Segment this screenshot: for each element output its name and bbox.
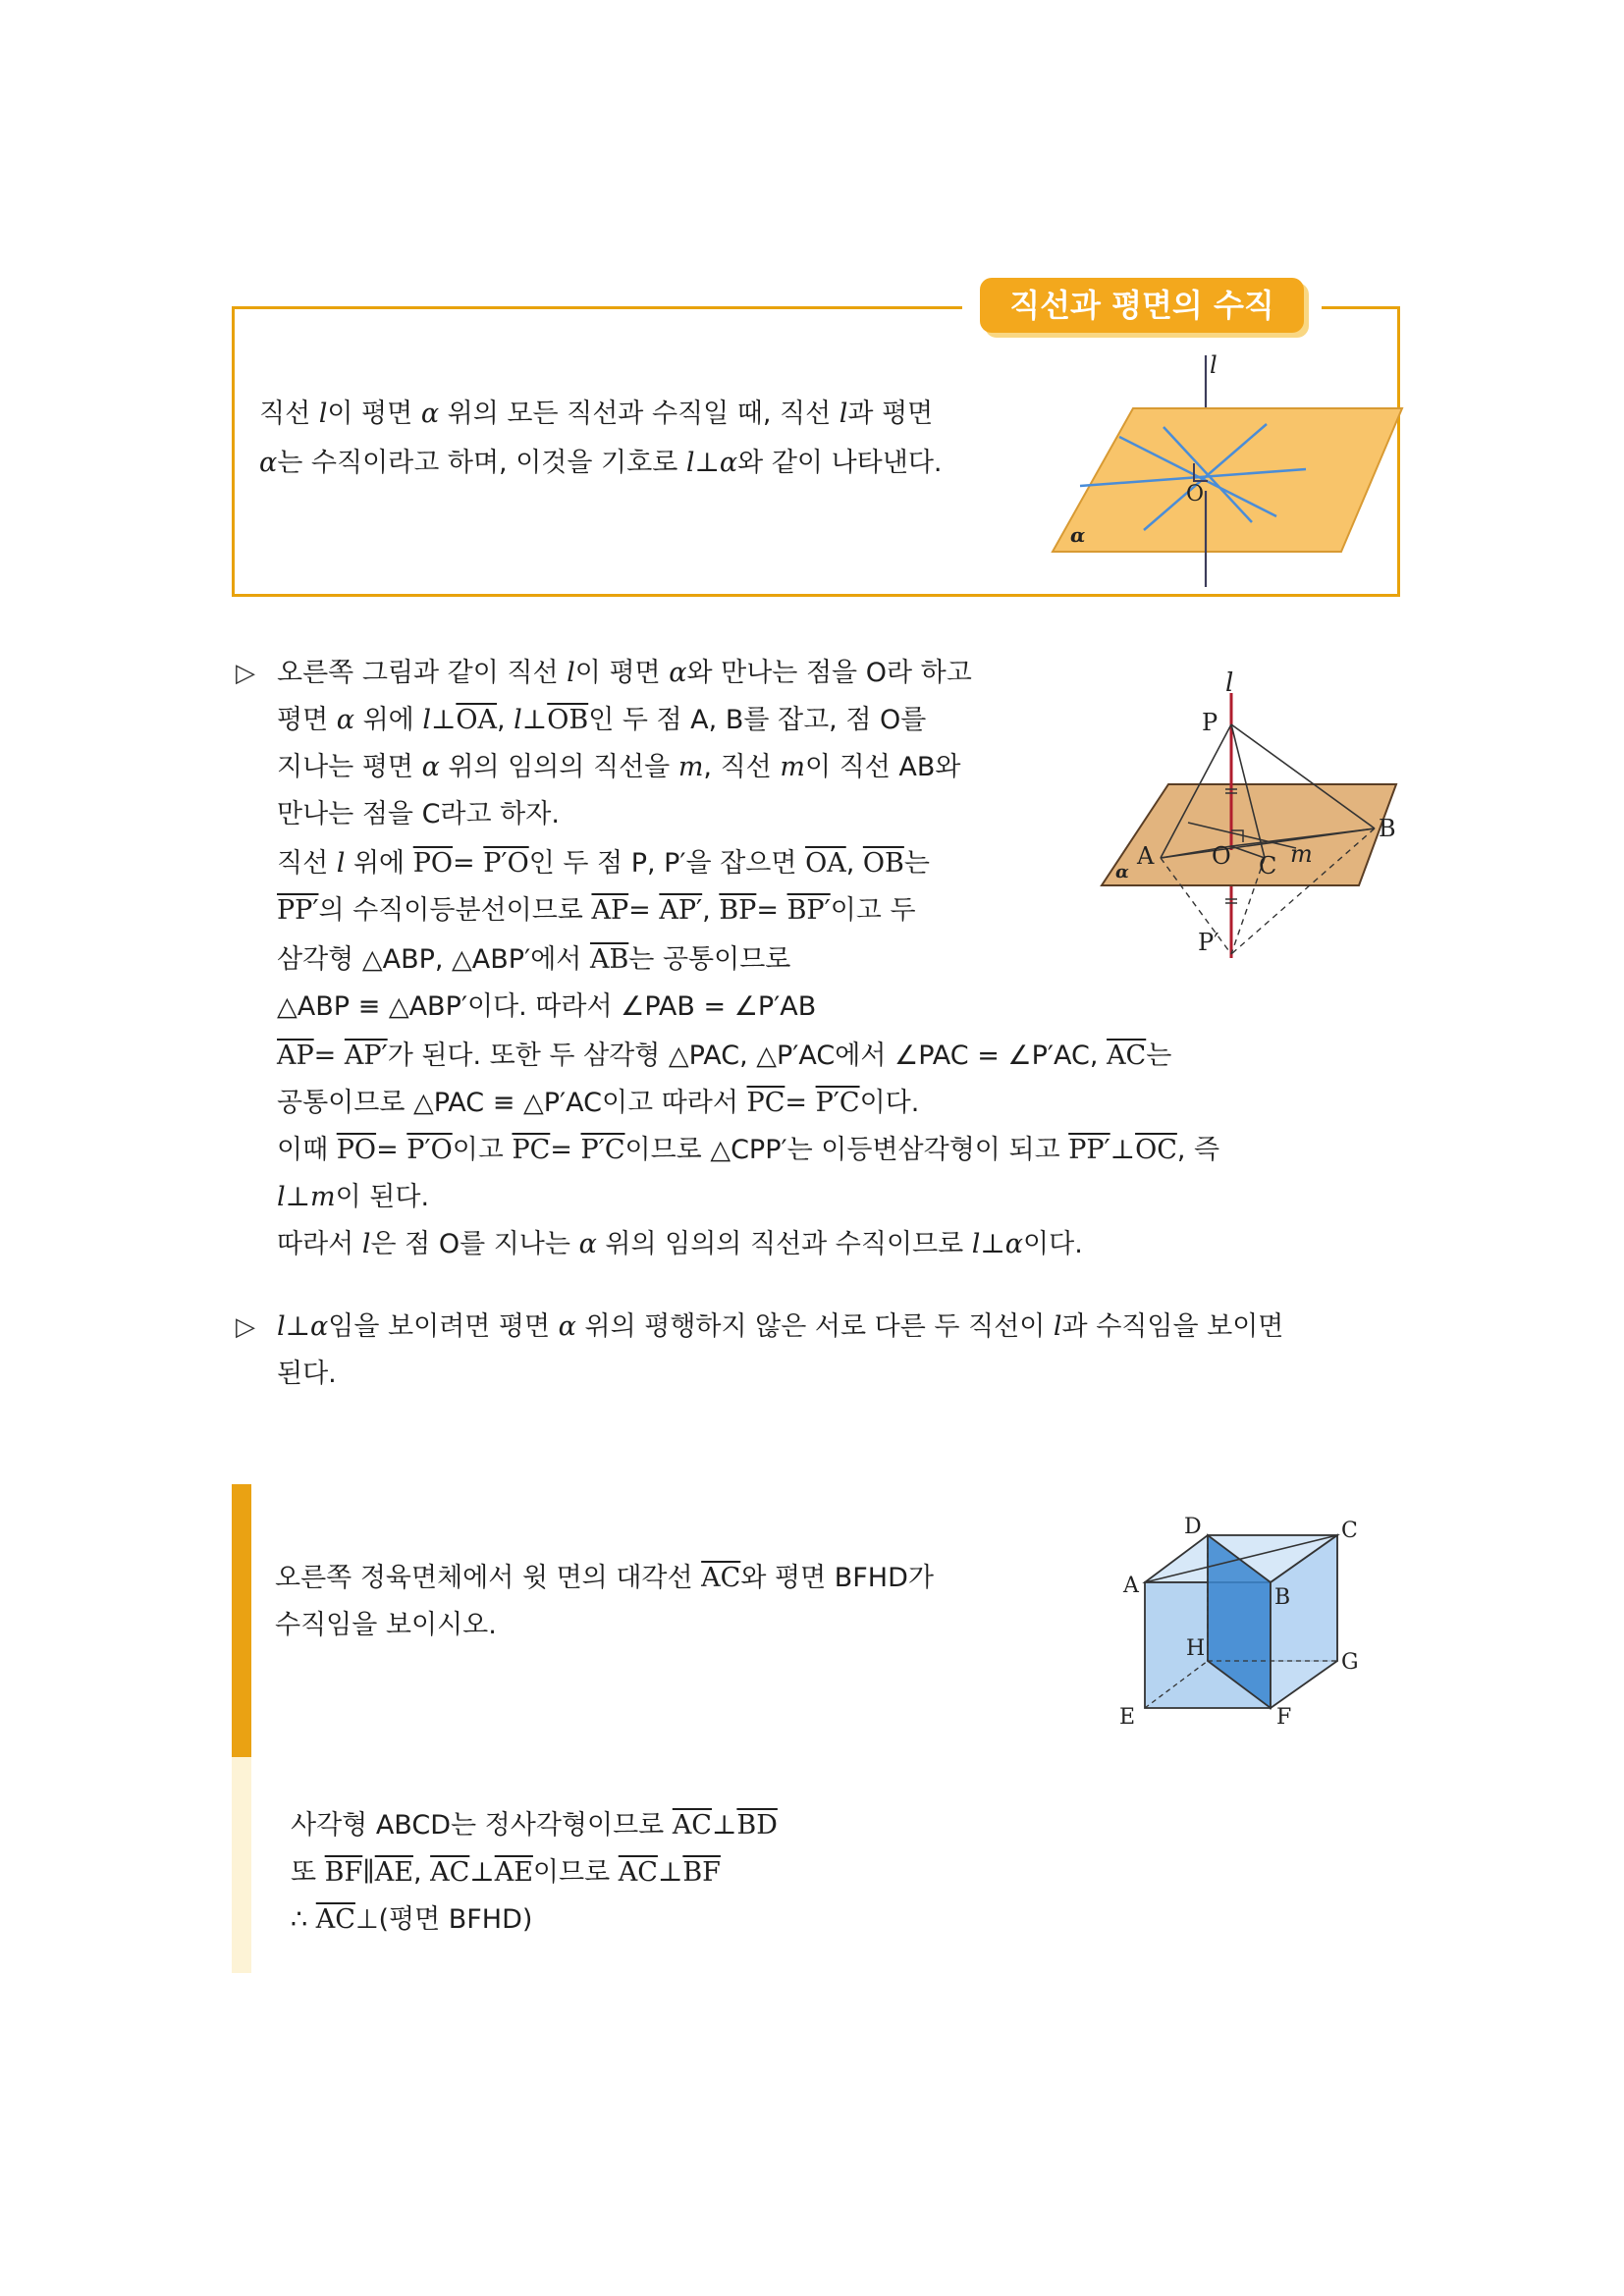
label-C: C xyxy=(1259,852,1277,880)
label-B: B xyxy=(1379,815,1396,842)
proof-line-9: $\overline{AP}= AP'$가 된다. 또한 두 삼각형 △PAC, △P′AC에서 ∠PAC = ∠P′AC, $\overline{AC}$는 xyxy=(277,1041,1172,1071)
proof-line-11: 이때 $\overline{PO}= P'O$이고 $\overline{PC}= P'C$이므로 △CPP′는 이등변삼각형이 되고 $PP'\perp\overline{OC}$, 즉 xyxy=(277,1135,1220,1165)
pyramid-figure xyxy=(1090,664,1414,968)
proof-line-3: 지나는 평면 α 위의 임의의 직선을 m, 직선 m이 직선 AB와 xyxy=(277,752,961,782)
example-question-2: 수직임을 보이시오. xyxy=(275,1610,497,1640)
label-l: l xyxy=(1210,351,1218,379)
label-alpha: α xyxy=(1115,862,1129,882)
proof-line-7: 삼각형 △ABP, △ABP′에서 $\overline{AB}$는 공통이므로 xyxy=(277,944,791,975)
title-gap xyxy=(962,302,980,310)
proof-line-5: 직선 l 위에 $\overline{PO}= P'O$인 두 점 P, P′을 잡으면 $\overline{OA}$, $\overline{OB}$는 xyxy=(277,848,930,879)
solution-line-3: ∴ $\overline{AC}\perp$(평면 BFHD) xyxy=(291,1904,533,1935)
title-gap xyxy=(1304,302,1322,310)
label-A: A xyxy=(1123,1574,1139,1598)
plane-perpendicular-figure xyxy=(1041,344,1414,599)
label-m: m xyxy=(1290,840,1313,868)
cube-figure xyxy=(1110,1512,1365,1737)
solution-line-2: 또 $\overline{BF}\parallel\overline{AE}$, $\overline{AC}\perp\overline{AE}$이므로 $\overline{AC}\perp\overline{BF}$ xyxy=(291,1857,721,1888)
label-O: O xyxy=(1212,842,1231,870)
label-E: E xyxy=(1119,1705,1136,1730)
label-O: O xyxy=(1186,482,1205,507)
proof-line-8: △ABP ≡ △ABP′이다. 따라서 ∠PAB = ∠P′AB xyxy=(277,991,817,1022)
label-P: P xyxy=(1202,709,1218,736)
proof-line-10: 공통이므로 △PAC ≡ △P′AC이고 따라서 $\overline{PC}= P'C$이다. xyxy=(277,1088,920,1118)
label-A: A xyxy=(1137,842,1155,870)
proof-line-4: 만나는 점을 C라고 하자. xyxy=(277,799,560,829)
label-alpha: α xyxy=(1070,523,1086,547)
example-question-1: 오른쪽 정육면체에서 윗 면의 대각선 $\overline{AC}$와 평면 BFHD가 xyxy=(275,1563,934,1593)
note-line-1: l⊥α임을 보이려면 평면 α 위의 평행하지 않은 서로 다른 두 직선이 l과 수직임을 보이면 xyxy=(277,1311,1284,1342)
proof-line-12: l⊥m이 된다. xyxy=(277,1182,430,1212)
label-B: B xyxy=(1274,1585,1291,1610)
label-H: H xyxy=(1186,1636,1206,1661)
label-G: G xyxy=(1341,1650,1359,1675)
solution-line-1: 사각형 ABCD는 정사각형이므로 $\overline{AC}\perp\overline{BD}$ xyxy=(291,1810,778,1841)
bullet-icon: ▷ xyxy=(236,1312,255,1342)
label-D: D xyxy=(1184,1515,1202,1539)
definition-line-2: α는 수직이라고 하며, 이것을 기호로 l⊥α와 같이 나타낸다. xyxy=(259,448,943,478)
proof-line-6: PP′의 수직이등분선이므로 $\overline{AP}= AP'$, $\overline{BP}= BP'$이고 두 xyxy=(277,895,916,926)
definition-title: 직선과 평면의 수직 xyxy=(980,278,1304,333)
proof-line-13: 따라서 l은 점 O를 지나는 α 위의 임의의 직선과 수직이므로 l⊥α이다. xyxy=(277,1229,1083,1259)
label-P-prime: P′ xyxy=(1198,929,1219,956)
note-line-2: 된다. xyxy=(277,1359,337,1389)
example-bar xyxy=(232,1484,251,1757)
proof-line-2: 평면 α 위에 $l\perp\overline{OA}$, $l\perp\overline{OB}$인 두 점 A, B를 잡고, 점 O를 xyxy=(277,705,927,735)
solution-bar xyxy=(232,1757,251,1973)
label-C: C xyxy=(1341,1519,1358,1543)
bullet-icon: ▷ xyxy=(236,659,255,688)
proof-line-1: 오른쪽 그림과 같이 직선 l이 평면 α와 만나는 점을 O라 하고 xyxy=(277,658,972,688)
label-l: l xyxy=(1225,668,1234,698)
definition-line-1: 직선 l이 평면 α 위의 모든 직선과 수직일 때, 직선 l과 평면 xyxy=(259,399,934,429)
label-F: F xyxy=(1276,1705,1292,1730)
